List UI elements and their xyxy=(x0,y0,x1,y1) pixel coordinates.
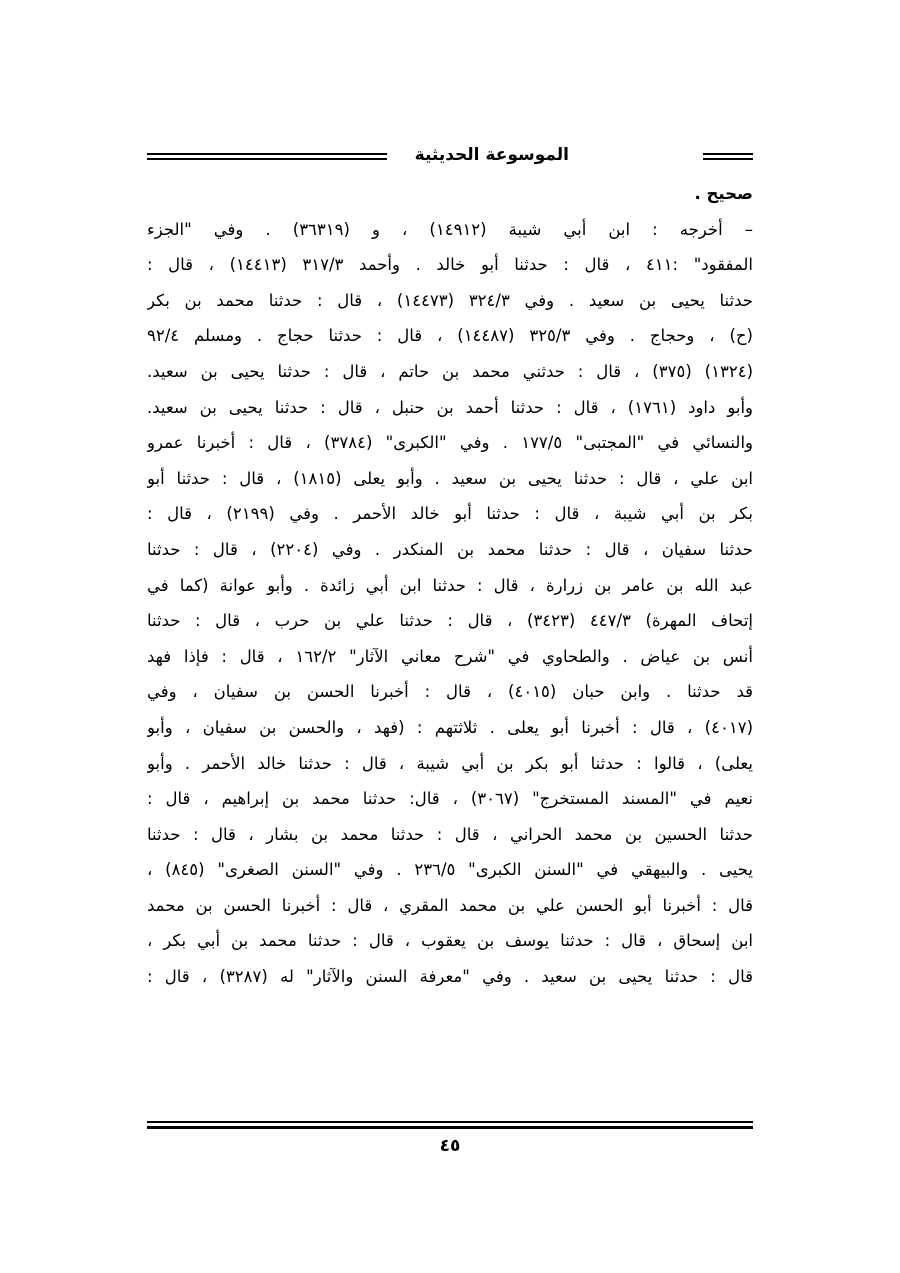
body-line: وأبو داود (١٧٦١) ، قال : حدثنا أحمد بن حنبل ، قال : حدثنا يحيى بن سعيد. xyxy=(147,397,753,417)
body-line: (ح) ، وحجاج . وفي ٣٢٥/٣ (١٤٤٨٧) ، قال : حدثنا حجاج . ومسلم ٩٢/٤ xyxy=(147,326,753,346)
header-rule-right xyxy=(703,153,753,160)
body-line: بكر بن أبي شيبة ، قال : حدثنا أبو خالد الأحمر . وفي (٢١٩٩) ، قال : xyxy=(147,504,753,524)
body-line: إتحاف المهرة) ٤٤٧/٣ (٣٤٢٣) ، قال : حدثنا علي بن حرب ، قال : حدثنا xyxy=(147,611,753,631)
body-line: يحيى . والبيهقي في "السنن الكبرى" ٢٣٦/٥ . وفي "السنن الصغرى" (٨٤٥) ، xyxy=(147,860,753,880)
body-line: والنسائي في "المجتبى" ١٧٧/٥ . وفي "الكبرى" (٣٧٨٤) ، قال : أخبرنا عمرو xyxy=(147,433,753,453)
header-title: الموسوعة الحديثية xyxy=(414,145,569,165)
body-line: – أخرجه : ابن أبي شيبة (١٤٩١٢) ، و (٣٦٣١٩) . وفي "الجزء xyxy=(147,219,753,239)
body-line: ابن علي ، قال : حدثنا يحيى بن سعيد . وأبو يعلى (١٨١٥) ، قال : حدثنا أبو xyxy=(147,468,753,488)
page-number: ٤٥ xyxy=(439,1136,461,1156)
body-line: ابن إسحاق ، قال : حدثنا يوسف بن يعقوب ، قال : حدثنا محمد بن أبي بكر ، xyxy=(147,931,753,951)
header-rule-left xyxy=(147,153,387,160)
body-line: قد حدثنا . وابن حبان (٤٠١٥) ، قال : أخبرنا الحسن بن سفيان ، وفي xyxy=(147,682,753,702)
footer-rule xyxy=(147,1121,753,1129)
body-line: عبد الله بن عامر بن زرارة ، قال : حدثنا ابن أبي زائدة . وأبو عوانة (كما في xyxy=(147,575,753,595)
page-body xyxy=(147,176,753,995)
body-line: (١٣٢٤) (٣٧٥) ، قال : حدثني محمد بن حاتم ، قال : حدثنا يحيى بن سعيد. xyxy=(147,361,753,381)
body-line: حدثنا يحيى بن سعيد . وفي ٣٢٤/٣ (١٤٤٧٣) ، قال : حدثنا محمد بن بكر xyxy=(147,290,753,310)
body-line: أنس بن عياض . والطحاوي في "شرح معاني الآثار" ١٦٢/٢ ، قال : فإذا فهد xyxy=(147,646,753,666)
body-line: يعلى) ، قالوا : حدثنا أبو بكر بن أبي شيبة ، قال : حدثنا خالد الأحمر . وأبو xyxy=(147,753,753,773)
body-line: حدثنا سفيان ، قال : حدثنا محمد بن المنكدر . وفي (٢٢٠٤) ، قال : حدثنا xyxy=(147,539,753,559)
body-line: (٤٠١٧) ، قال : أخبرنا أبو يعلى . ثلاثتهم : (فهد ، والحسن بن سفيان ، وأبو xyxy=(147,717,753,737)
running-header xyxy=(147,141,753,169)
grade-heading: صحيح . xyxy=(694,184,753,203)
body-line: المفقود" :٤١١ ، قال : حدثنا أبو خالد . وأحمد ٣١٧/٣ (١٤٤١٣) ، قال : xyxy=(147,255,753,275)
body-line: نعيم في "المسند المستخرج" (٣٠٦٧) ، قال: حدثنا محمد بن إبراهيم ، قال : xyxy=(147,789,753,809)
body-line: حدثنا الحسين بن محمد الحراني ، قال : حدثنا محمد بن بشار ، قال : حدثنا xyxy=(147,824,753,844)
body-line: قال : حدثنا يحيى بن سعيد . وفي "معرفة السنن والآثار" له (٣٢٨٧) ، قال : xyxy=(147,967,753,987)
body-line: قال : أخبرنا أبو الحسن علي بن محمد المقري ، قال : أخبرنا الحسن بن محمد xyxy=(147,895,753,915)
